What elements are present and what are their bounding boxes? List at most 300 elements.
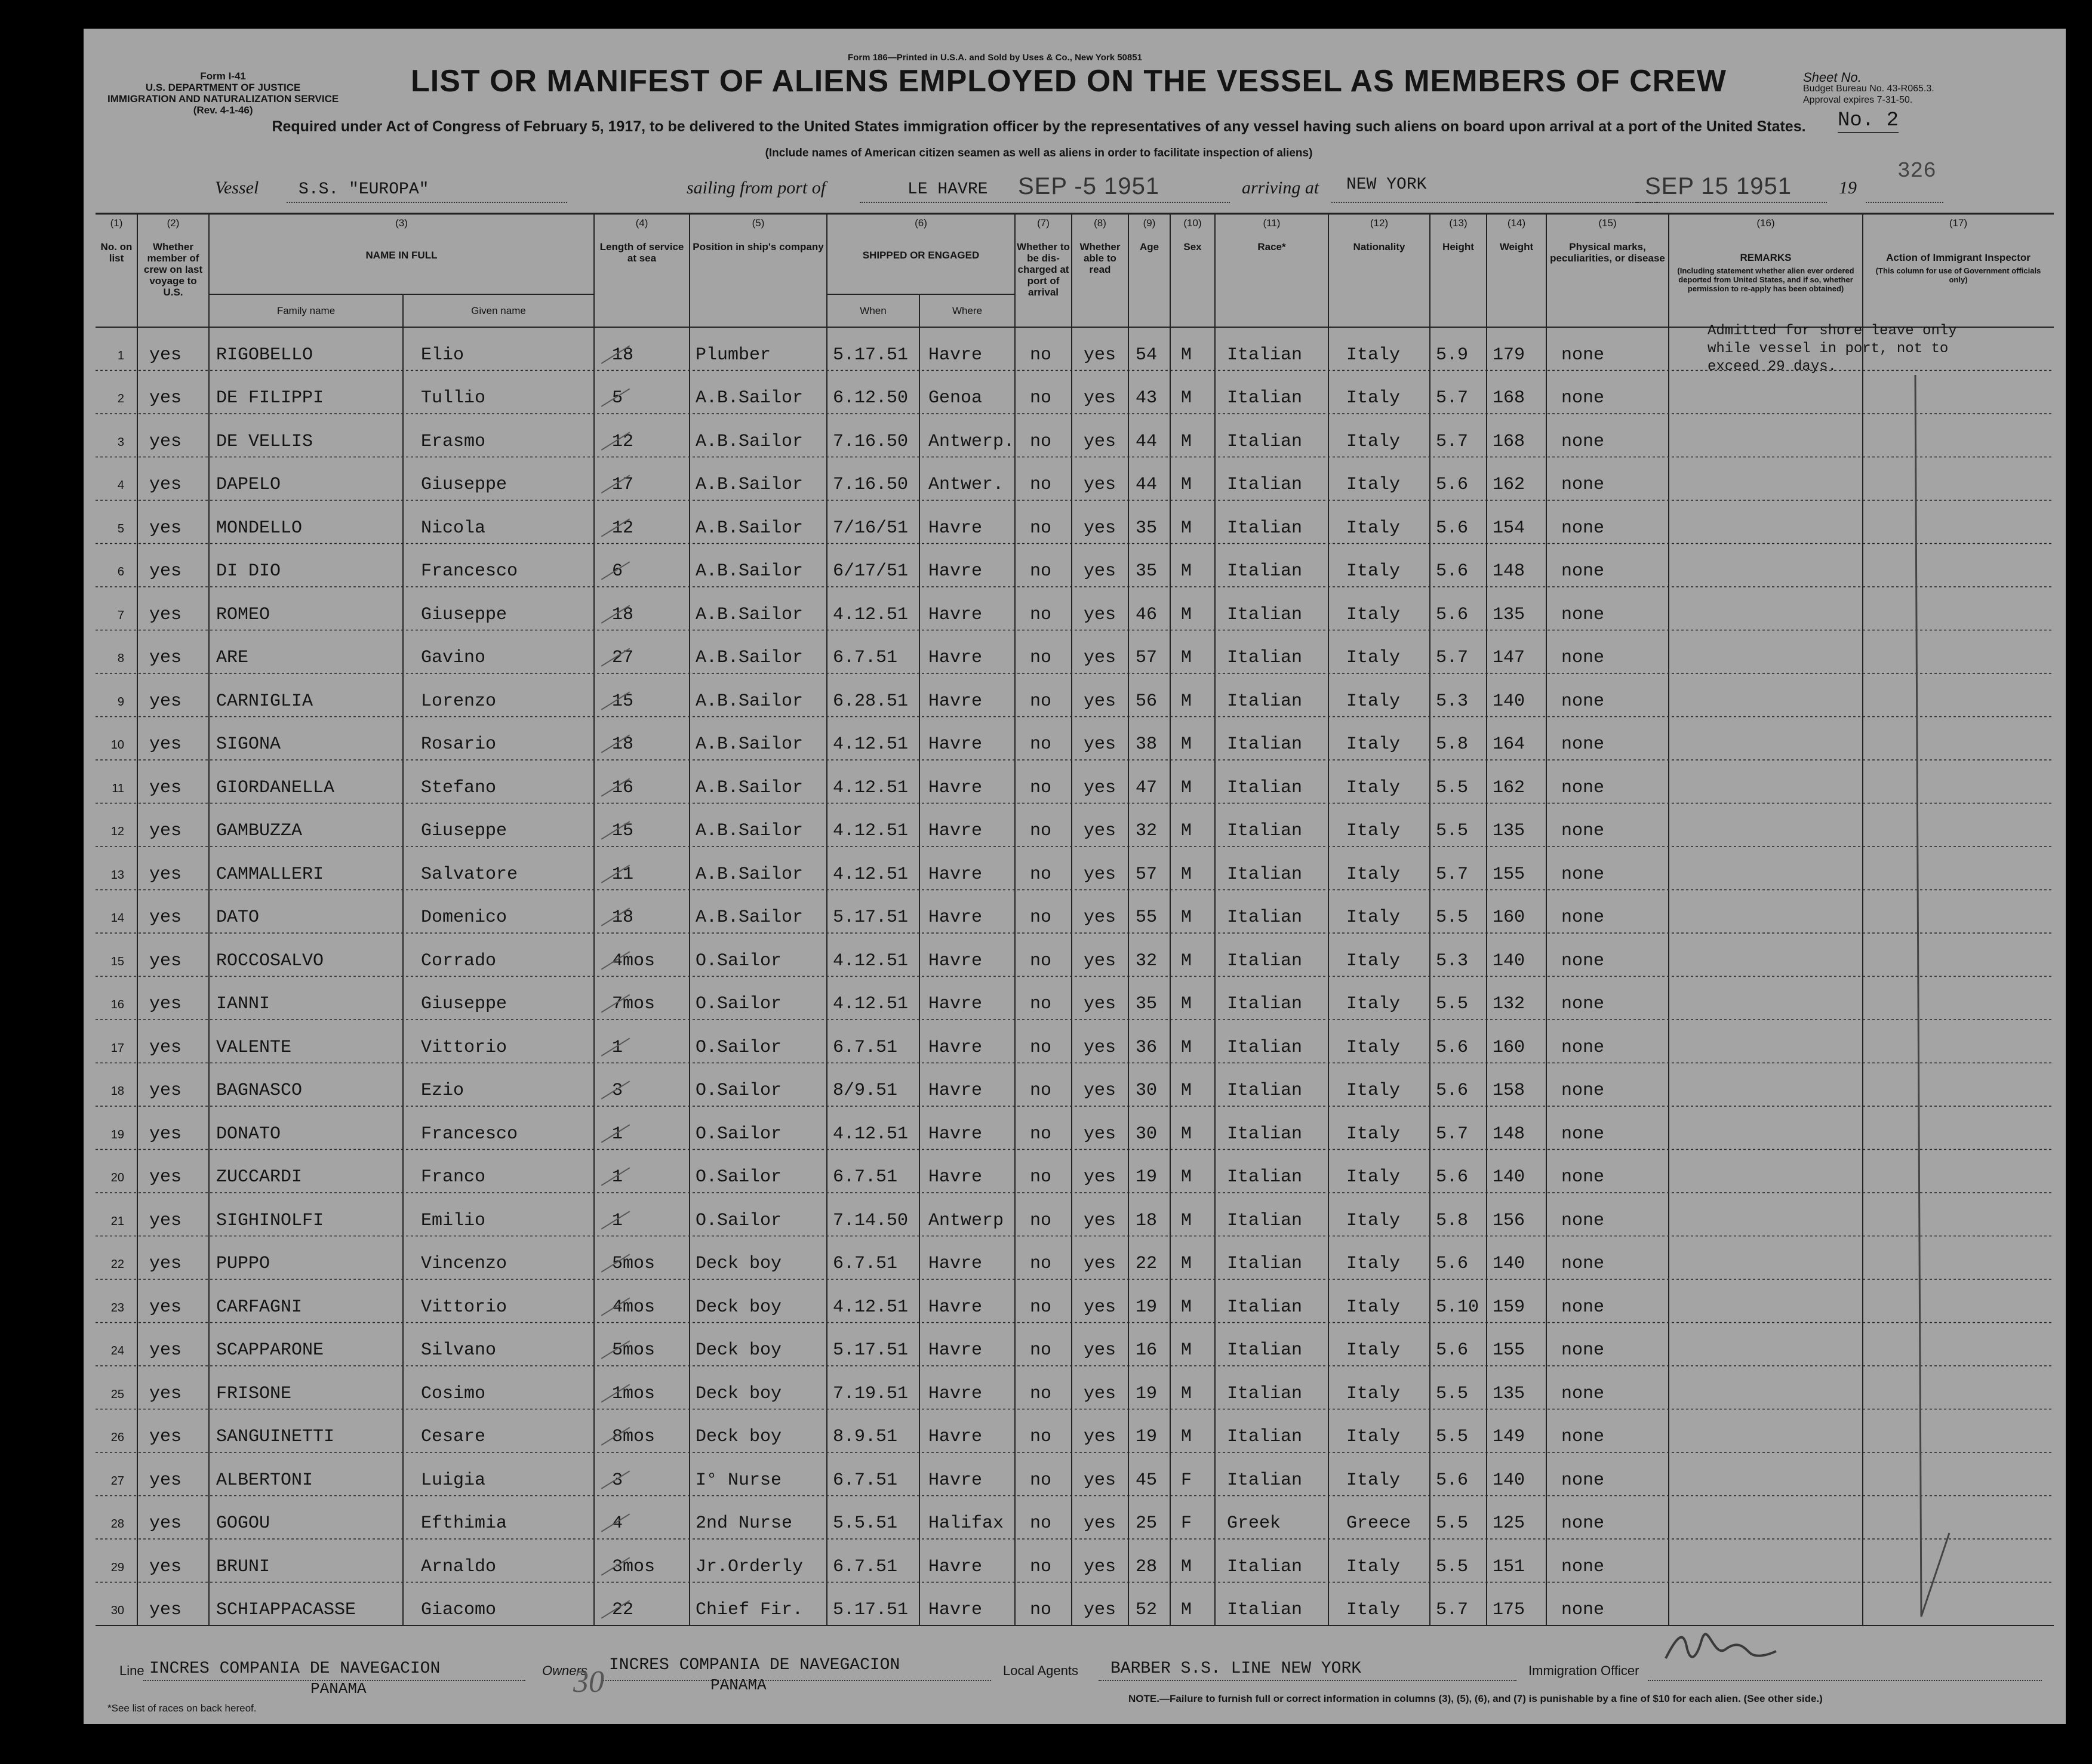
- cell-nat: Italy: [1346, 950, 1401, 971]
- cell-height: 5.8: [1436, 1210, 1469, 1231]
- cell-disch: no: [1030, 1297, 1052, 1317]
- cell-race: Italian: [1227, 1123, 1303, 1144]
- column-header: Nationality: [1353, 241, 1405, 253]
- cell-age: 19: [1136, 1297, 1158, 1317]
- cell-sex: M: [1181, 604, 1192, 625]
- column-header: SHIPPED OR ENGAGED: [862, 250, 980, 261]
- cell-given: Cosimo: [421, 1383, 486, 1404]
- cell-when: 4.12.51: [833, 1123, 909, 1144]
- cell-no: 21: [110, 1214, 124, 1228]
- cell-marks: none: [1561, 1340, 1605, 1360]
- cell-given: Luigia: [421, 1470, 486, 1491]
- cell-race: Italian: [1227, 388, 1303, 408]
- cell-service: 6: [612, 561, 623, 581]
- cell-sex: M: [1181, 1600, 1192, 1620]
- column-header: Whether member of crew on last voyage to U.S.: [143, 241, 203, 298]
- cell-disch: no: [1030, 1556, 1052, 1577]
- cell-family: DAPELO: [216, 475, 281, 495]
- cell-no: 2: [117, 392, 124, 405]
- cell-race: Italian: [1227, 1427, 1303, 1447]
- cell-height: 5.7: [1436, 864, 1469, 885]
- cell-when: 6.7.51: [833, 1470, 898, 1491]
- cell-position: A.B.Sailor: [696, 864, 804, 885]
- cell-given: Lorenzo: [421, 691, 497, 712]
- cell-no: 10: [110, 738, 124, 752]
- cell-race: Italian: [1227, 604, 1303, 625]
- cell-service: 18: [612, 734, 634, 755]
- cell-given: Salvatore: [421, 864, 518, 885]
- cell-where: Havre: [928, 950, 983, 971]
- cell-marks: none: [1561, 691, 1605, 712]
- cell-age: 19: [1136, 1427, 1158, 1447]
- cell-position: A.B.Sailor: [696, 907, 804, 928]
- cell-family: PUPPO: [216, 1254, 270, 1274]
- cell-no: 30: [110, 1604, 124, 1617]
- cell-position: Deck boy: [696, 1383, 782, 1404]
- cell-race: Italian: [1227, 1210, 1303, 1231]
- line-country: PANAMA: [310, 1680, 367, 1698]
- cell-family: ROCCOSALVO: [216, 950, 324, 971]
- cell-service: 5mos: [612, 1254, 656, 1274]
- cell-race: Italian: [1227, 1383, 1303, 1404]
- cell-when: 4.12.51: [833, 604, 909, 625]
- cell-no: 4: [117, 479, 124, 492]
- handwritten-count: 30: [573, 1665, 604, 1699]
- cell-weight: 148: [1493, 1123, 1525, 1144]
- cell-nat: Italy: [1346, 1080, 1401, 1101]
- cell-position: O.Sailor: [696, 1037, 782, 1058]
- column-subheader: When: [860, 305, 887, 316]
- cell-read: yes: [1084, 1383, 1116, 1404]
- punch-hole: [24, 1137, 56, 1169]
- cell-race: Italian: [1227, 561, 1303, 581]
- cell-given: Vittorio: [421, 1297, 507, 1317]
- cell-given: Erasmo: [421, 431, 486, 452]
- cell-read: yes: [1084, 1513, 1116, 1534]
- sailing-label: sailing from port of: [687, 178, 826, 198]
- cell-age: 28: [1136, 1556, 1158, 1577]
- cell-disch: no: [1030, 1340, 1052, 1360]
- cell-service: 15: [612, 691, 634, 712]
- cell-no: 11: [112, 781, 124, 795]
- cell-last: yes: [149, 1383, 182, 1404]
- cell-race: Italian: [1227, 994, 1303, 1014]
- cell-given: Ezio: [421, 1080, 464, 1101]
- remarks-note: Admitted for shore leave only while vessel in port, not to exceed 29 days.: [1708, 323, 1957, 375]
- cell-age: 52: [1136, 1600, 1158, 1620]
- cell-given: Vincenzo: [421, 1254, 507, 1274]
- cell-family: GAMBUZZA: [216, 821, 303, 841]
- cell-marks: none: [1561, 1297, 1605, 1317]
- cell-age: 55: [1136, 907, 1158, 928]
- cell-given: Domenico: [421, 907, 507, 928]
- owners-country: PANAMA: [710, 1676, 767, 1694]
- cell-height: 5.6: [1436, 1080, 1469, 1101]
- cell-disch: no: [1030, 864, 1052, 885]
- line-value: INCRES COMPANIA DE NAVEGACION: [149, 1660, 441, 1678]
- cell-disch: no: [1030, 1470, 1052, 1491]
- cell-sex: M: [1181, 1210, 1192, 1231]
- cell-weight: 164: [1493, 734, 1525, 755]
- cell-disch: no: [1030, 1210, 1052, 1231]
- cell-family: SIGONA: [216, 734, 281, 755]
- cell-last: yes: [149, 475, 182, 495]
- cell-marks: none: [1561, 604, 1605, 625]
- cell-height: 5.7: [1436, 431, 1469, 452]
- cell-age: 19: [1136, 1383, 1158, 1404]
- cell-nat: Italy: [1346, 1123, 1401, 1144]
- cell-race: Italian: [1227, 821, 1303, 841]
- cell-read: yes: [1084, 1470, 1116, 1491]
- cell-disch: no: [1030, 734, 1052, 755]
- cell-service: 1: [612, 1123, 623, 1144]
- cell-family: CARNIGLIA: [216, 691, 313, 712]
- cell-last: yes: [149, 950, 182, 971]
- cell-service: 16: [612, 777, 634, 798]
- column-header: Sex: [1183, 241, 1202, 253]
- cell-last: yes: [149, 734, 182, 755]
- cell-read: yes: [1084, 1427, 1116, 1447]
- column-number: (3): [395, 217, 408, 229]
- cell-age: 25: [1136, 1513, 1158, 1534]
- cell-nat: Italy: [1346, 1254, 1401, 1274]
- cell-sex: M: [1181, 388, 1192, 408]
- cell-read: yes: [1084, 388, 1116, 408]
- cell-read: yes: [1084, 907, 1116, 928]
- cell-when: 4.12.51: [833, 1297, 909, 1317]
- cell-race: Italian: [1227, 518, 1303, 538]
- cell-family: SCHIAPPACASSE: [216, 1600, 356, 1620]
- cell-height: 5.7: [1436, 1123, 1469, 1144]
- cell-where: Havre: [928, 344, 983, 365]
- cell-given: Giuseppe: [421, 475, 507, 495]
- cell-where: Havre: [928, 821, 983, 841]
- cell-nat: Italy: [1346, 1427, 1401, 1447]
- cell-nat: Italy: [1346, 604, 1401, 625]
- cell-race: Italian: [1227, 950, 1303, 971]
- cell-last: yes: [149, 1037, 182, 1058]
- arrival-date-stamp: SEP 15 1951: [1645, 173, 1792, 199]
- cell-age: 57: [1136, 864, 1158, 885]
- cell-marks: none: [1561, 950, 1605, 971]
- cell-sex: M: [1181, 561, 1192, 581]
- cell-disch: no: [1030, 950, 1052, 971]
- cell-marks: none: [1561, 1470, 1605, 1491]
- column-subheader: Family name: [276, 305, 336, 316]
- cell-family: ARE: [216, 648, 249, 668]
- department-name: U.S. DEPARTMENT OF JUSTICE: [145, 82, 301, 93]
- owners-label: Owners: [542, 1663, 587, 1678]
- cell-service: 15: [612, 821, 634, 841]
- cell-where: Halifax: [928, 1513, 1004, 1534]
- cell-nat: Italy: [1346, 431, 1401, 452]
- cell-disch: no: [1030, 1513, 1052, 1534]
- cell-last: yes: [149, 1210, 182, 1231]
- cell-where: Havre: [928, 777, 983, 798]
- column-number: (12): [1370, 217, 1389, 229]
- cell-height: 5.3: [1436, 691, 1469, 712]
- cell-weight: 168: [1493, 388, 1525, 408]
- cell-weight: 148: [1493, 561, 1525, 581]
- cell-weight: 140: [1493, 950, 1525, 971]
- cell-where: Havre: [928, 561, 983, 581]
- budget-number: Budget Bureau No. 43-R065.3.: [1803, 84, 1934, 94]
- cell-read: yes: [1084, 561, 1116, 581]
- cell-when: 4.12.51: [833, 864, 909, 885]
- cell-when: 5.17.51: [833, 344, 909, 365]
- cell-disch: no: [1030, 1600, 1052, 1620]
- cell-position: A.B.Sailor: [696, 648, 804, 668]
- column-number: (1): [110, 217, 123, 229]
- cell-height: 5.7: [1436, 648, 1469, 668]
- cell-no: 17: [110, 1041, 124, 1055]
- cell-when: 5.5.51: [833, 1513, 898, 1534]
- cell-marks: none: [1561, 777, 1605, 798]
- cell-nat: Greece: [1346, 1513, 1411, 1534]
- cell-when: 6.7.51: [833, 1254, 898, 1274]
- cell-last: yes: [149, 1600, 182, 1620]
- cell-no: 16: [110, 998, 124, 1011]
- cell-last: yes: [149, 1470, 182, 1491]
- cell-sex: M: [1181, 1037, 1192, 1058]
- cell-age: 19: [1136, 1167, 1158, 1187]
- cell-given: Silvano: [421, 1340, 497, 1360]
- cell-given: Giuseppe: [421, 821, 507, 841]
- cell-last: yes: [149, 561, 182, 581]
- cell-service: 18: [612, 344, 634, 365]
- cell-service: 3: [612, 1080, 623, 1101]
- cell-height: 5.3: [1436, 950, 1469, 971]
- column-number: (15): [1598, 217, 1617, 229]
- cell-age: 44: [1136, 475, 1158, 495]
- cell-last: yes: [149, 1167, 182, 1187]
- cell-service: 7mos: [612, 994, 656, 1014]
- cell-nat: Italy: [1346, 344, 1401, 365]
- cell-nat: Italy: [1346, 821, 1401, 841]
- cell-where: Havre: [928, 1254, 983, 1274]
- cell-when: 6.12.50: [833, 388, 909, 408]
- race-note: *See list of races on back hereof.: [107, 1703, 257, 1714]
- cell-family: VALENTE: [216, 1037, 292, 1058]
- cell-where: Havre: [928, 648, 983, 668]
- cell-position: I° Nurse: [696, 1470, 782, 1491]
- cell-race: Italian: [1227, 1167, 1303, 1187]
- punch-hole: [24, 588, 56, 620]
- cell-service: 4: [612, 1513, 623, 1534]
- cell-weight: 140: [1493, 1167, 1525, 1187]
- cell-height: 5.7: [1436, 1600, 1469, 1620]
- column-number: (2): [167, 217, 180, 229]
- cell-no: 22: [110, 1258, 124, 1271]
- cell-nat: Italy: [1346, 1383, 1401, 1404]
- cell-no: 7: [117, 608, 124, 622]
- cell-marks: none: [1561, 1556, 1605, 1577]
- cell-when: 7.14.50: [833, 1210, 909, 1231]
- cell-last: yes: [149, 1254, 182, 1274]
- column-number: (8): [1094, 217, 1106, 229]
- cell-marks: none: [1561, 648, 1605, 668]
- cell-position: A.B.Sailor: [696, 561, 804, 581]
- cell-where: Havre: [928, 1167, 983, 1187]
- cell-last: yes: [149, 431, 182, 452]
- cell-position: A.B.Sailor: [696, 475, 804, 495]
- cell-weight: 135: [1493, 821, 1525, 841]
- cell-height: 5.7: [1436, 388, 1469, 408]
- officer-signature: [1660, 1628, 1779, 1664]
- cell-race: Italian: [1227, 431, 1303, 452]
- cell-height: 5.6: [1436, 604, 1469, 625]
- cell-age: 38: [1136, 734, 1158, 755]
- cell-marks: none: [1561, 907, 1605, 928]
- cell-service: 22: [612, 1600, 634, 1620]
- cell-sex: F: [1181, 1513, 1192, 1534]
- cell-read: yes: [1084, 1123, 1116, 1144]
- cell-read: yes: [1084, 950, 1116, 971]
- cell-race: Italian: [1227, 734, 1303, 755]
- cell-height: 5.6: [1436, 1037, 1469, 1058]
- cell-height: 5.6: [1436, 1254, 1469, 1274]
- cell-when: 5.17.51: [833, 1340, 909, 1360]
- cell-height: 5.5: [1436, 1427, 1469, 1447]
- cell-family: DATO: [216, 907, 260, 928]
- cell-family: SCAPPARONE: [216, 1340, 324, 1360]
- cell-age: 35: [1136, 518, 1158, 538]
- cell-marks: none: [1561, 1254, 1605, 1274]
- cell-last: yes: [149, 777, 182, 798]
- cell-sex: M: [1181, 1167, 1192, 1187]
- cell-family: DE VELLIS: [216, 431, 313, 452]
- cell-where: Havre: [928, 734, 983, 755]
- cell-disch: no: [1030, 431, 1052, 452]
- cell-age: 32: [1136, 821, 1158, 841]
- cell-height: 5.6: [1436, 1167, 1469, 1187]
- cell-where: Havre: [928, 1297, 983, 1317]
- cell-no: 3: [117, 435, 124, 449]
- cell-read: yes: [1084, 1037, 1116, 1058]
- cell-marks: none: [1561, 1123, 1605, 1144]
- cell-no: 1: [117, 349, 124, 362]
- cell-no: 20: [110, 1171, 124, 1184]
- port-to: NEW YORK: [1346, 176, 1427, 194]
- column-number: (4): [635, 217, 648, 229]
- cell-family: IANNI: [216, 994, 270, 1014]
- cell-last: yes: [149, 604, 182, 625]
- cell-family: BRUNI: [216, 1556, 270, 1577]
- cell-position: A.B.Sailor: [696, 388, 804, 408]
- column-header: Race*: [1257, 241, 1286, 253]
- column-number: (9): [1143, 217, 1156, 229]
- approval-expiry: Approval expires 7-31-50.: [1803, 95, 1913, 105]
- act-statement: Required under Act of Congress of February 5, 1917, to be delivered to the United States immigration officer by the representatives of any vessel having such aliens on board upon arrival at a port of the United States.: [272, 118, 1806, 135]
- cell-read: yes: [1084, 691, 1116, 712]
- cell-family: GIORDANELLA: [216, 777, 335, 798]
- column-number: (11): [1263, 217, 1281, 229]
- cell-last: yes: [149, 1427, 182, 1447]
- cell-age: 22: [1136, 1254, 1158, 1274]
- cell-no: 24: [110, 1344, 124, 1357]
- cell-sex: M: [1181, 1340, 1192, 1360]
- cell-marks: none: [1561, 388, 1605, 408]
- cell-position: A.B.Sailor: [696, 518, 804, 538]
- cell-given: Vittorio: [421, 1037, 507, 1058]
- cell-marks: none: [1561, 734, 1605, 755]
- cell-where: Havre: [928, 1123, 983, 1144]
- agents-label: Local Agents: [1003, 1663, 1078, 1678]
- cell-marks: none: [1561, 821, 1605, 841]
- cell-no: 27: [110, 1474, 124, 1488]
- sheet-number: No. 2: [1838, 109, 1899, 132]
- cell-where: Havre: [928, 1600, 983, 1620]
- year-label: 19: [1839, 178, 1857, 198]
- cell-position: Chief Fir.: [696, 1600, 804, 1620]
- sheet-label: Sheet No.: [1803, 70, 1862, 85]
- cell-when: 6.7.51: [833, 648, 898, 668]
- cell-nat: Italy: [1346, 1210, 1401, 1231]
- cell-when: 8.9.51: [833, 1427, 898, 1447]
- cell-height: 5.5: [1436, 907, 1469, 928]
- cell-where: Antwer.: [928, 475, 1004, 495]
- arriving-label: arriving at: [1242, 178, 1319, 198]
- cell-height: 5.8: [1436, 734, 1469, 755]
- cell-disch: no: [1030, 561, 1052, 581]
- column-header-note: (Including statement whether alien ever ordered deported from United States, and if so, whether permission to re-apply has been obtained): [1677, 266, 1854, 293]
- cell-marks: none: [1561, 1167, 1605, 1187]
- cell-nat: Italy: [1346, 1037, 1401, 1058]
- inspector-check-stroke: [1915, 375, 1949, 1617]
- cell-nat: Italy: [1346, 561, 1401, 581]
- cell-nat: Italy: [1346, 1556, 1401, 1577]
- cell-race: Italian: [1227, 648, 1303, 668]
- cell-weight: 162: [1493, 475, 1525, 495]
- cell-sex: M: [1181, 864, 1192, 885]
- cell-disch: no: [1030, 1254, 1052, 1274]
- cell-family: SIGHINOLFI: [216, 1210, 324, 1231]
- cell-given: Corrado: [421, 950, 497, 971]
- citizen-note: (Include names of American citizen seamen as well as aliens in order to facilitate inspection of aliens): [765, 147, 1313, 159]
- cell-last: yes: [149, 821, 182, 841]
- cell-where: Havre: [928, 1470, 983, 1491]
- cell-service: 5: [612, 388, 623, 408]
- cell-age: 45: [1136, 1470, 1158, 1491]
- cell-read: yes: [1084, 648, 1116, 668]
- cell-age: 35: [1136, 994, 1158, 1014]
- cell-position: Deck boy: [696, 1297, 782, 1317]
- column-header: Whether able to read: [1079, 241, 1121, 275]
- cell-sex: M: [1181, 1427, 1192, 1447]
- column-header: Action of Immigrant Inspector: [1886, 252, 2031, 263]
- cell-marks: none: [1561, 994, 1605, 1014]
- cell-weight: 140: [1493, 691, 1525, 712]
- cell-read: yes: [1084, 1167, 1116, 1187]
- cell-race: Italian: [1227, 1470, 1303, 1491]
- officer-label: Immigration Officer: [1528, 1663, 1639, 1678]
- cell-given: Giacomo: [421, 1600, 497, 1620]
- cell-given: Franco: [421, 1167, 486, 1187]
- cell-race: Italian: [1227, 1080, 1303, 1101]
- cell-given: Elio: [421, 344, 464, 365]
- vessel-label: Vessel: [215, 178, 259, 198]
- column-number: (6): [915, 217, 927, 229]
- cell-no: 28: [110, 1517, 124, 1531]
- cell-weight: 162: [1493, 777, 1525, 798]
- cell-given: Arnaldo: [421, 1556, 497, 1577]
- cell-last: yes: [149, 1080, 182, 1101]
- column-header: Position in ship's company: [693, 241, 824, 253]
- cell-marks: none: [1561, 864, 1605, 885]
- column-header: Length of service at sea: [599, 241, 684, 264]
- cell-sex: M: [1181, 821, 1192, 841]
- cell-service: 3mos: [612, 1556, 656, 1577]
